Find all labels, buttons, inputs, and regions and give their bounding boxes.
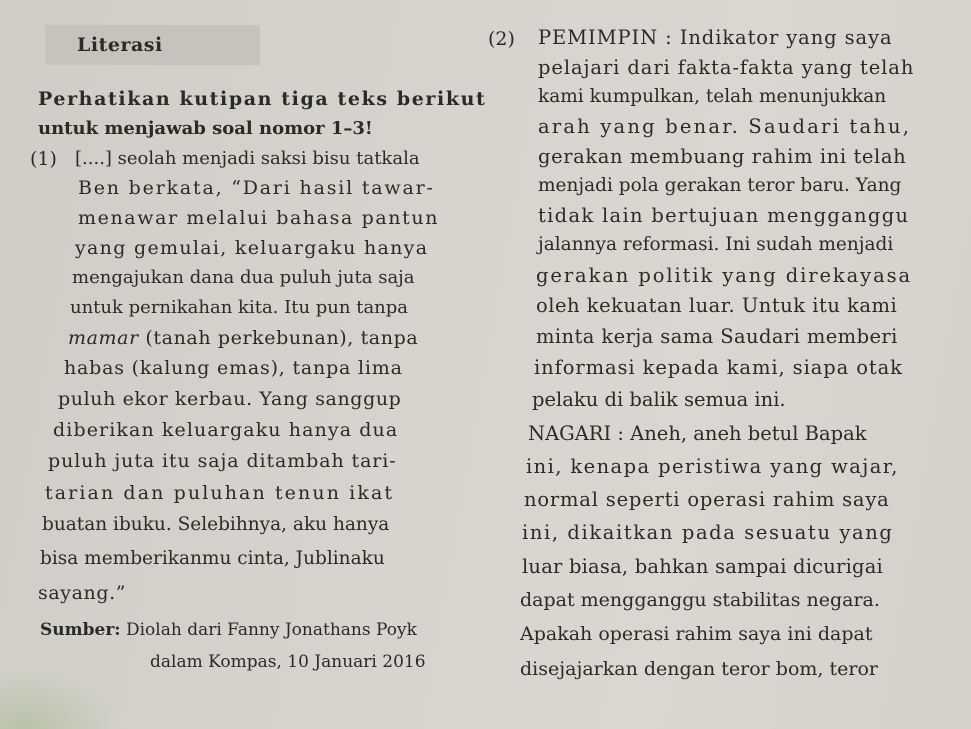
text1-line: menawar melalui bahasa pantun — [78, 207, 440, 229]
section-label-text: Literasi — [77, 34, 163, 56]
text1-number: (1) — [30, 148, 57, 170]
instruction-line-1: Perhatikan kutipan tiga teks berikut — [38, 88, 487, 110]
text2-line: arah yang benar. Saudari tahu, — [538, 115, 912, 138]
text1-line: yang gemulai, keluargaku hanya — [75, 237, 429, 259]
text2-line: pelajari dari fakta-fakta yang telah — [538, 56, 915, 79]
text2-line: oleh kekuatan luar. Untuk itu kami — [536, 294, 898, 317]
text1-line: bisa memberikanmu cinta, Jublinaku — [40, 548, 385, 569]
text2-line: informasi kepada kami, siapa otak — [534, 356, 903, 379]
text2-line: gerakan membuang rahim ini telah — [538, 145, 907, 168]
source-author: Diolah dari Fanny Jonathans Poyk — [125, 620, 417, 640]
text2-line: PEMIMPIN : Indikator yang saya — [538, 26, 893, 49]
text2-line: menjadi pola gerakan teror baru. Yang — [538, 175, 902, 196]
text2-line: tidak lain bertujuan mengganggu — [538, 204, 910, 227]
text2-line: minta kerja sama Saudari memberi — [536, 325, 898, 348]
text1-line: [....] seolah menjadi saksi bisu tatkala — [75, 148, 420, 169]
italic-term: mamar — [68, 327, 139, 349]
text2-line: dapat mengganggu stabilitas negara. — [520, 589, 880, 611]
text2-line: ini, dikaitkan pada sesuatu yang — [522, 521, 894, 544]
source-line-2: dalam Kompas, 10 Januari 2016 — [150, 652, 426, 672]
text2-line: luar biasa, bahkan sampai dicurigai — [522, 555, 883, 578]
text2-line: NAGARI : Aneh, aneh betul Bapak — [528, 422, 867, 445]
text2-line: pelaku di balik semua ini. — [532, 388, 786, 411]
text1-line: mamar (tanah perkebunan), tanpa — [68, 327, 419, 349]
text1-line: puluh ekor kerbau. Yang sanggup — [58, 388, 402, 410]
text1-line: Ben berkata, “Dari hasil tawar- — [78, 177, 435, 199]
instruction-line-2: untuk menjawab soal nomor 1–3! — [38, 118, 373, 139]
source-label: Sumber: — [40, 620, 121, 640]
text2-line: Apakah operasi rahim saya ini dapat — [520, 623, 873, 645]
text1-line: untuk pernikahan kita. Itu pun tanpa — [70, 297, 409, 318]
text1-line: sayang.” — [38, 582, 127, 604]
text2-line: kami kumpulkan, telah menunjukkan — [538, 86, 887, 107]
text1-line: diberikan keluargaku hanya dua — [53, 419, 399, 441]
text1-line: mengajukan dana dua puluh juta saja — [72, 267, 415, 288]
text1-line: tarian dan puluhan tenun ikat — [45, 482, 395, 504]
text2-line: ini, kenapa peristiwa yang wajar, — [526, 455, 899, 478]
text2-line: normal seperti operasi rahim saya — [524, 488, 890, 511]
text2-number: (2) — [488, 28, 515, 50]
text2-line: disejajarkan dengan teror bom, teror — [520, 658, 878, 680]
text2-line: gerakan politik yang direkayasa — [536, 264, 913, 287]
text1-line: habas (kalung emas), tanpa lima — [64, 357, 403, 379]
text1-line: buatan ibuku. Selebihnya, aku hanya — [42, 514, 390, 535]
text2-line: jalannya reformasi. Ini sudah menjadi — [538, 234, 894, 255]
text1-line: puluh juta itu saja ditambah tari- — [48, 450, 397, 472]
